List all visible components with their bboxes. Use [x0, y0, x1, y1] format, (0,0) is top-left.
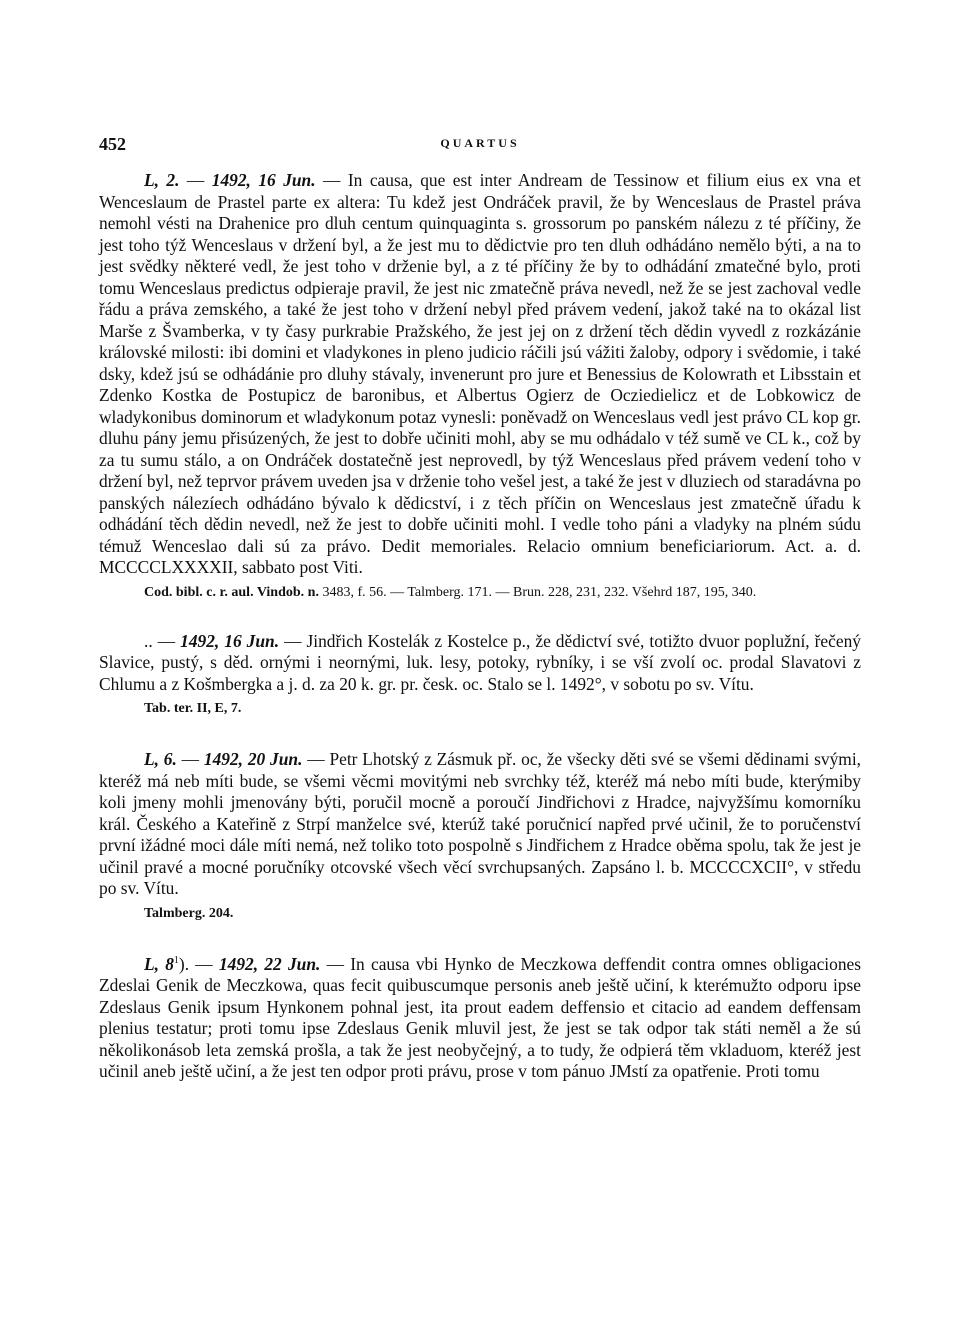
running-title: QUARTUS [440, 136, 520, 150]
entry-date: 1492, 16 Jun. [180, 630, 280, 651]
source-citation [99, 903, 861, 924]
entry-ref: L, 2. [144, 170, 180, 190]
footnote-marker: 1 [173, 954, 179, 966]
source-citation [99, 698, 861, 719]
entry-date: 1492, 22 Jun. [218, 953, 321, 974]
entry-paragraph: L, 6. — 1492, 20 Jun. — Petr Lhotský z Zásmuk př. oc, že všecky děti své se všemi dědinami svými, kteréž má neb míti bude, se všemi věcmi movitými neb svrchky též, kteréž má nebo míti bude, kterýmiby koli jmeny mohli jmenovány býti, poručil mocně a poroučí Jindřichovi z Hradce, najvyžšímu komorníku král. Českého a Kateřině z Strpí manželce své, kterúž také poručnicí napřed prvé učinil, že to poručenství první ižádné moci dále míti nemá, než toliko toto pospolně s Jindřichem z Hradce oběma spolu, tak že jest je učinil pravé a mocné poručníky otcovské všech věcí svrchupsaných. Zapsáno l. b. MCCCCXCII°, v středu po sv. Vítu. [99, 749, 861, 898]
entry-text: In causa vbi Hynko de Meczkowa deffendit contra omnes obligaciones Zdeslai Genik de Meczkowa, quas fecit quibuscumque personis aneb ještě učiní, k kterémužto odporu ipse Zdeslaus Genik ipsum Hynkonem pohnal jest, ita prout eadem deffensio et citacio ad eandem deffensam plenius testatur; proti tomu ipse Zdeslaus Genik mluvil jest, že jest se tak odpor tak státi neměl a že sú několikonásob leta zemská prošla, a tak že jest neobyčejný, a to tudy, že odpierá těm vkladuom, kteréž jest učinil aneb ještě učiní, a že jest ten odpor proti právu, prose v tom pánuo JMstí za opatřenie. Proti tomu [99, 953, 862, 1081]
entry-paragraph: L, 2. — 1492, 16 Jun. — In causa, que est inter Andream de Tessinow et filium eius ex vna et Wenceslaum de Prastel parte ex altera: Tu kdež jest Ondráček pravil, že by Wenceslaus de Prastel práva nemohl vésti na Drahenice pro dluh centum quinquaginta s. grossorum po panském nálezu z té příčiny, že jest toho týž Wenceslaus v držení byl, a že jest mu to dědictvie pro ten dluh odhádáno nemělo býti, a na to jest svědky některé vedl, že jest toho v drženie byl, a z té příčiny že by to odhádání zmatečné bylo, proti tomu Wenceslaus predictus odpieraje pravil, že jest nic zmatečně práva nevedl, než že se jest zachoval vedle řádu a práva zemského, a také že jest toho v držení nebyl před právem vedení, jakož také na to okázal list Marše z Švamberka, v ty časy purkrabie Pražského, že jest jej on z držení těch dědin vyvedl z rozkázánie královské milosti: ibi domini et vladykones in pleno judicio ráčili jsú vážiti žaloby, odpory i svědomie, i také dsky, kdež jsú se odhádánie pro dluhy stávaly, invenerunt pro jure et Benessius de Kolowrath et Libsstain et Zdenko Kostka de Postupicz de baronibus, et Albertus Ogierz de Ocziedielicz et de Lobkowicz de wladykonibus dominorum et wladykonum potaz vynesli: poněvadž on Wenceslaus vedl jest právo CL kop gr. dluhu pány jemu přisúzených, že jest to dobře učiniti mohl, aby se mu odhádalo v též sumě ve CL k., což by za tu sumu stálo, a on Ondráček dostatečně jest neprovedl, by týž Wenceslaus před právem vedení toho v držení byl, než teprvor právem uveden jsa v drženie toho vešel jest, a také že jest v dluziech od staradávna po panských nálezíech odhádáno bývalo k dědicství, i z těch příčin on Wenceslaus jest zmatečně úřadu k odhádání těch dědin nevedl, než že jest to dobře učiniti mohl. I vedle toho páni a vladyky na plném súdu témuž Wenceslao dali sú za právo. Dedit memoriales. Relacio omnium beneficiariorum. Act. a. d. MCCCCLXXXXII, sabbato post Viti. [99, 170, 861, 577]
entry-text: Petr Lhotský z Zásmuk př. oc, že všecky děti své se všemi dědinami svými, kteréž má neb míti bude, se všemi věcmi movitými neb svrchky též, kteréž má nebo míti bude, kterýmiby koli jmeny mohli jmenovány býti, poručil mocně a poroučí Jindřichovi z Hradce, najvyžšímu komorníku král. Českého a Kateřině z Strpí manželce své, kterúž také poručnicí napřed prvé učinil, že to poručenství první ižádné moci dále míti nemá, než toliko toto pospolně s Jindřichem z Hradce oběma spolu, tak že jest je učinil pravé a mocné poručníky otcovské všech věcí svrchupsaných. Zapsáno l. b. MCCCCXCII°, v středu po sv. Vítu. [99, 749, 861, 898]
entry-text: In causa, que est inter Andream de Tessinow et filium eius ex vna et Wenceslaum de Prastel parte ex altera: Tu kdež jest Ondráček pravil, že by Wenceslaus de Prastel práva nemohl vésti na Drahenice pro dluh centum quinquaginta s. grossorum po panském nálezu z té příčiny, že jest toho týž Wenceslaus v držení byl, a že jest mu to dědictvie pro ten dluh odhádáno nemělo býti, a na to jest svědky některé vedl, že jest toho v drženie byl, a z té příčiny že by to odhádání zmatečné bylo, proti tomu Wenceslaus predictus odpieraje pravil, že jest nic zmatečně práva nevedl, než že se jest zachoval vedle řádu a práva zemského, a také že jest toho v držení nebyl před právem vedení, jakož také na to okázal list Marše z Švamberka, v ty časy purkrabie Pražského, že jest jej on z držení těch dědin vyvedl z rozkázánie královské milosti: ibi domini et vladykones in pleno judicio ráčili jsú vážiti žaloby, odpory i svědomie, i také dsky, kdež jsú se odhádánie pro dluhy stávaly, invenerunt pro jure et Benessius de Kolowrath et Libsstain et Zdenko Kostka de Postupicz de baronibus, et Albertus Ogierz de Ocziedielicz et de Lobkowicz de wladykonibus dominorum et wladykonum potaz vynesli: poněvadž on Wenceslaus vedl jest právo CL kop gr. dluhu pány jemu přisúzených, že jest to dobře učiniti mohl, aby se mu odhádalo v též sumě ve CL k., což by za tu sumu stálo, a on Ondráček dostatečně jest neprovedl, by týž Wenceslaus před právem vedení toho v držení byl, než teprvor právem uveden jsa v drženie toho vešel jest, a také že jest v dluziech od staradávna po panských nálezíech odhádáno bývalo k dědicství, i z těch příčin on Wenceslaus jest zmatečně úřadu k odhádání těch dědin nevedl, než že jest to dobře učiniti mohl. I vedle toho páni a vladyky na plném súdu témuž Wenceslao dali sú za právo. Dedit memoriales. Relacio omnium beneficiariorum. Act. a. d. MCCCCLXXXXII, sabbato post Viti. [99, 170, 861, 577]
source-label: Tab. ter. II, E, 7. [144, 701, 242, 716]
source-label: Talmberg. 204. [144, 905, 234, 921]
entry-ref: L, 6. [144, 749, 177, 769]
source-citation [99, 582, 861, 603]
entry-paragraph: L, $8^1$). — 1492, 22 Jun. — In causa vbi Hynko de Meczkowa deffendit contra omnes obligaciones Zdeslai Genik de Meczkowa, quas fecit quibuscumque personis aneb ještě učiní, k kterémužto odporu ipse Zdeslaus Genik ipsum Hynkonem pohnal jest, ita prout eadem deffensio et citacio ad eandem deffensam plenius testatur; proti tomu ipse Zdeslaus Genik mluvil jest, že jest se tak odpor tak státi neměl a že sú několikonásob leta zemská prošla, a tak že jest neobyčejný, a to tudy, že odpierá těm vkladuom, kteréž jest učinil aneb ještě učiní, a že jest ten odpor proti právu, prose v tom pánuo JMstí za opatřenie. Proti tomu [99, 953, 862, 1081]
entry-text: Jindřich Kostelák z Kostelce p., že dědictví své, totižto dvuor poplužní, řečený Slavice, pustý, s děd. ornými i neornými, luk. lesy, potoky, rybníky, i se vší zvolí oc. prodal Slavatovi z Chlumu a z Košmbergka a j. d. za 20 k. gr. pr. česk. oc. Stalo se l. 1492°, v sobotu po sv. Vítu. [99, 630, 861, 694]
source-label: Cod. bibl. c. r. aul. Vindob. n. [144, 584, 319, 600]
entry-date: 1492, 16 Jun. [211, 170, 316, 190]
entry-paragraph: .. — 1492, 16 Jun. — Jindřich Kostelák z Kostelce p., že dědictví své, totižto dvuor poplužní, řečený Slavice, pustý, s děd. ornými i neornými, luk. lesy, potoky, rybníky, i se vší zvolí oc. prodal Slavatovi z Chlumu a z Košmbergka a j. d. za 20 k. gr. pr. česk. oc. Stalo se l. 1492°, v sobotu po sv. Vítu. [99, 630, 861, 694]
entry-date: 1492, 20 Jun. [203, 749, 303, 769]
page-number: 452 [99, 134, 126, 154]
document-page [99, 134, 861, 1083]
page-header [99, 134, 861, 164]
source-text: 3483, f. 56. — Talmberg. 171. — Brun. 228, 231, 232. Všehrd 187, 195, 340. [322, 584, 757, 600]
entry-ref: .. [144, 630, 153, 651]
entry-ref: L, 8 [144, 953, 174, 974]
